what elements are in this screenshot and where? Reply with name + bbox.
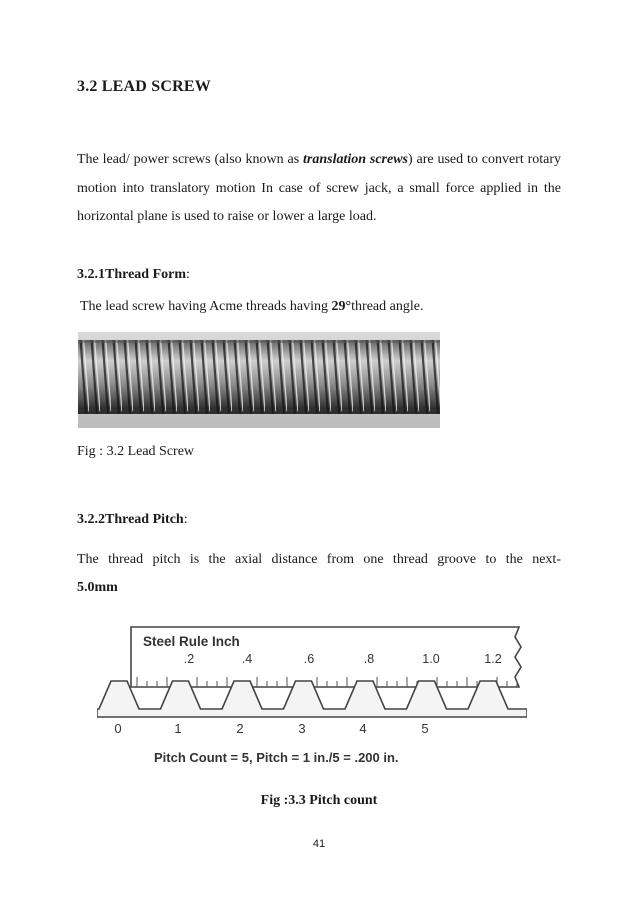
ruler-tick-label: .6 (303, 652, 315, 666)
thread-count-label: 1 (174, 721, 182, 736)
thread-form-heading-text: 3.2.1Thread Form (77, 267, 187, 282)
thread-form-text-start: The lead screw having Acme threads having (80, 299, 332, 314)
thread-count-label: 3 (298, 721, 306, 736)
thread-form-text (80, 299, 423, 315)
page-number: 41 (312, 838, 326, 850)
thread-form-heading (77, 267, 190, 283)
thread-form-text-end: thread angle. (351, 299, 424, 314)
thread-form-colon: : (186, 267, 190, 282)
intro-text-end: ) are used to convert rotary motion into translatory motion In case of screw jack, a small force applied in the horizontal plane is used to raise or lower a large load. (77, 152, 561, 224)
section-title: 3.2 LEAD SCREW (77, 78, 211, 95)
thread-count-label: 0 (114, 721, 122, 736)
thread-count-label: 2 (236, 721, 244, 736)
thread-pitch-colon: : (183, 512, 188, 527)
ruler-tick-label: 1.2 (484, 652, 502, 666)
intro-paragraph (77, 146, 561, 232)
lead-screw-image (78, 332, 440, 428)
ruler-tick-label: .2 (183, 652, 195, 666)
thread-count-labels (114, 721, 428, 736)
thread-count-label: 5 (421, 721, 429, 736)
thread-pitch-heading (77, 512, 188, 528)
thread-pitch-paragraph (77, 546, 561, 602)
figure-3-2-caption: Fig : 3.2 Lead Screw (77, 444, 195, 459)
ruler-tick-label: 1.0 (422, 652, 440, 666)
pitch-count-diagram (97, 623, 527, 773)
intro-emphasis: translation screws (303, 152, 409, 167)
pitch-formula: Pitch Count = 5, Pitch = 1 in./5 = .200 in. (154, 750, 399, 765)
ruler-title: Steel Rule Inch (143, 634, 240, 649)
thread-pitch-value: 5.0mm (77, 580, 118, 595)
ruler-tick-label: .8 (363, 652, 375, 666)
thread-pitch-text: The thread pitch is the axial distance from one thread groove to the next- (77, 552, 561, 567)
thread-pitch-heading-text: 3.2.2Thread Pitch (77, 512, 184, 527)
ruler-tick-label: .4 (241, 652, 253, 666)
intro-text-start: The lead/ power screws (also known as (77, 152, 304, 167)
thread-count-label: 4 (359, 721, 367, 736)
figure-3-3-caption: Fig :3.3 Pitch count (260, 793, 378, 808)
thread-angle-value: 29° (331, 299, 352, 314)
